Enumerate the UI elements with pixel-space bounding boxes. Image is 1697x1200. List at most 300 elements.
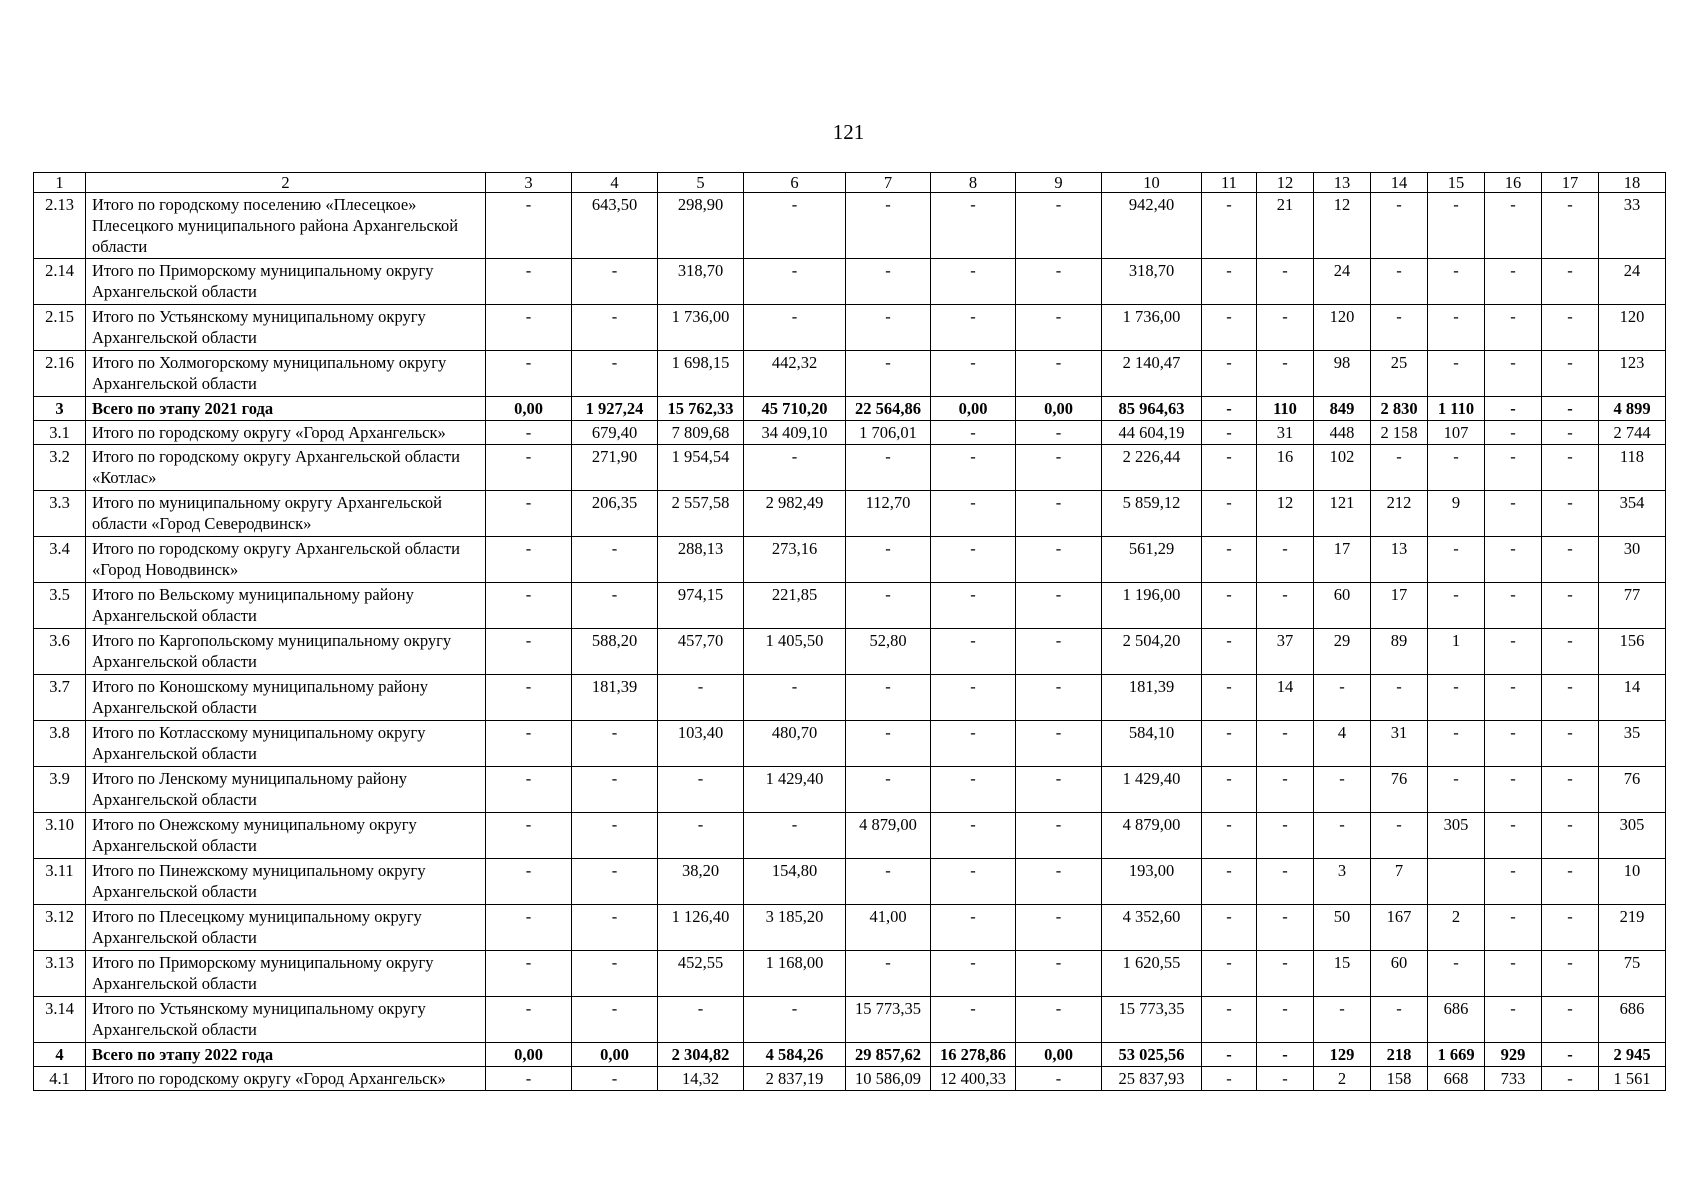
row-number-cell: 2.16 (34, 351, 86, 397)
value-cell: - (1485, 721, 1542, 767)
value-cell: - (931, 193, 1016, 259)
value-cell: - (1485, 491, 1542, 537)
value-cell: - (1257, 859, 1314, 905)
value-cell: - (1016, 721, 1102, 767)
value-cell: - (1016, 905, 1102, 951)
row-name-cell: Итого по Вельскому муниципальному району Архангельской области (86, 583, 486, 629)
row-number-cell: 3.1 (34, 421, 86, 445)
value-cell: - (1202, 537, 1257, 583)
value-cell: - (1016, 193, 1102, 259)
value-cell: - (846, 675, 931, 721)
value-cell: - (1485, 421, 1542, 445)
value-cell: 15 773,35 (1102, 997, 1202, 1043)
value-cell: 10 (1599, 859, 1666, 905)
value-cell: - (1428, 721, 1485, 767)
value-cell: 1 168,00 (744, 951, 846, 997)
value-cell: 12 400,33 (931, 1067, 1016, 1091)
value-cell: - (744, 445, 846, 491)
value-cell: - (486, 193, 572, 259)
value-cell: 5 859,12 (1102, 491, 1202, 537)
value-cell: - (1485, 905, 1542, 951)
value-cell: 120 (1314, 305, 1371, 351)
value-cell: 1 110 (1428, 397, 1485, 421)
row-number-cell: 2.13 (34, 193, 86, 259)
value-cell: 2 304,82 (658, 1043, 744, 1067)
value-cell: - (572, 997, 658, 1043)
value-cell: - (931, 305, 1016, 351)
value-cell: - (1257, 351, 1314, 397)
value-cell: - (1485, 675, 1542, 721)
value-cell: - (658, 767, 744, 813)
value-cell: 1 698,15 (658, 351, 744, 397)
value-cell: 14,32 (658, 1067, 744, 1091)
value-cell: 15 762,33 (658, 397, 744, 421)
value-cell: - (1257, 259, 1314, 305)
value-cell: 181,39 (1102, 675, 1202, 721)
value-cell: 929 (1485, 1043, 1542, 1067)
value-cell: - (931, 421, 1016, 445)
row-name-cell: Итого по Ленскому муниципальному району Архангельской области (86, 767, 486, 813)
value-cell: 849 (1314, 397, 1371, 421)
row-number-cell: 3.9 (34, 767, 86, 813)
value-cell: 4 899 (1599, 397, 1666, 421)
row-number-cell: 3.2 (34, 445, 86, 491)
data-table (33, 172, 1666, 1091)
value-cell: 24 (1599, 259, 1666, 305)
row-number-cell: 3.4 (34, 537, 86, 583)
value-cell: 103,40 (658, 721, 744, 767)
row-name-cell: Итого по Устьянскому муниципальному округу Архангельской области (86, 305, 486, 351)
value-cell: - (1371, 445, 1428, 491)
value-cell: 16 278,86 (931, 1043, 1016, 1067)
value-cell: 129 (1314, 1043, 1371, 1067)
column-header: 18 (1599, 173, 1666, 193)
table-row (34, 259, 1666, 305)
value-cell: - (1202, 259, 1257, 305)
value-cell: - (1016, 767, 1102, 813)
value-cell: 2 945 (1599, 1043, 1666, 1067)
value-cell: 298,90 (658, 193, 744, 259)
value-cell: - (1314, 675, 1371, 721)
table-row (34, 905, 1666, 951)
value-cell: 686 (1599, 997, 1666, 1043)
value-cell: - (1202, 351, 1257, 397)
value-cell: 41,00 (846, 905, 931, 951)
value-cell: - (1428, 305, 1485, 351)
value-cell: 219 (1599, 905, 1666, 951)
value-cell: - (1202, 305, 1257, 351)
value-cell: - (1257, 583, 1314, 629)
value-cell: 206,35 (572, 491, 658, 537)
row-number-cell: 2.14 (34, 259, 86, 305)
value-cell: - (1371, 259, 1428, 305)
value-cell: - (1485, 193, 1542, 259)
value-cell: - (572, 583, 658, 629)
value-cell: - (1542, 629, 1599, 675)
value-cell: - (486, 351, 572, 397)
value-cell: - (846, 859, 931, 905)
value-cell: - (1428, 767, 1485, 813)
value-cell: - (572, 951, 658, 997)
value-cell: - (486, 491, 572, 537)
value-cell: - (931, 951, 1016, 997)
value-cell: - (1202, 445, 1257, 491)
value-cell: - (486, 1067, 572, 1091)
value-cell: - (1257, 1043, 1314, 1067)
value-cell: - (1202, 997, 1257, 1043)
value-cell: 89 (1371, 629, 1428, 675)
value-cell: - (1428, 537, 1485, 583)
value-cell: - (1016, 675, 1102, 721)
value-cell: 181,39 (572, 675, 658, 721)
value-cell: - (1542, 997, 1599, 1043)
value-cell: 218 (1371, 1043, 1428, 1067)
value-cell: - (1314, 813, 1371, 859)
value-cell: 53 025,56 (1102, 1043, 1202, 1067)
value-cell: 588,20 (572, 629, 658, 675)
value-cell: 76 (1599, 767, 1666, 813)
value-cell: - (1485, 537, 1542, 583)
value-cell: 442,32 (744, 351, 846, 397)
table-row (34, 813, 1666, 859)
column-header: 10 (1102, 173, 1202, 193)
value-cell: 212 (1371, 491, 1428, 537)
column-header: 4 (572, 173, 658, 193)
table-row (34, 767, 1666, 813)
value-cell: - (931, 813, 1016, 859)
value-cell: 2 557,58 (658, 491, 744, 537)
value-cell: - (846, 951, 931, 997)
value-cell: - (1542, 813, 1599, 859)
value-cell: - (1016, 997, 1102, 1043)
value-cell: 480,70 (744, 721, 846, 767)
value-cell: - (1428, 193, 1485, 259)
column-header: 15 (1428, 173, 1485, 193)
value-cell: - (1016, 305, 1102, 351)
table-row (34, 537, 1666, 583)
value-cell: 1 126,40 (658, 905, 744, 951)
value-cell: 156 (1599, 629, 1666, 675)
row-name-cell: Итого по городскому округу «Город Архангельск» (86, 421, 486, 445)
value-cell: - (1314, 997, 1371, 1043)
value-cell: - (1542, 397, 1599, 421)
value-cell: - (486, 421, 572, 445)
value-cell: 102 (1314, 445, 1371, 491)
row-number-cell: 4.1 (34, 1067, 86, 1091)
value-cell: - (658, 813, 744, 859)
value-cell: - (572, 767, 658, 813)
column-header: 6 (744, 173, 846, 193)
value-cell: 4 352,60 (1102, 905, 1202, 951)
value-cell: - (1428, 583, 1485, 629)
value-cell: 942,40 (1102, 193, 1202, 259)
value-cell: - (1257, 767, 1314, 813)
value-cell: 1 405,50 (744, 629, 846, 675)
column-header: 8 (931, 173, 1016, 193)
value-cell: - (1202, 905, 1257, 951)
value-cell: - (486, 537, 572, 583)
value-cell: - (846, 193, 931, 259)
value-cell: - (1016, 1067, 1102, 1091)
value-cell: - (1202, 767, 1257, 813)
value-cell: - (1542, 445, 1599, 491)
value-cell: - (1485, 767, 1542, 813)
table-row (34, 675, 1666, 721)
row-name-cell: Итого по городскому поселению «Плесецкое» Плесецкого муниципального района Архангельской области (86, 193, 486, 259)
value-cell: - (1257, 305, 1314, 351)
value-cell: 31 (1371, 721, 1428, 767)
column-header: 1 (34, 173, 86, 193)
table-row (34, 445, 1666, 491)
value-cell: - (1202, 421, 1257, 445)
row-name-cell: Итого по Котласскому муниципальному округу Архангельской области (86, 721, 486, 767)
table-row (34, 193, 1666, 259)
value-cell: - (1202, 583, 1257, 629)
row-number-cell: 2.15 (34, 305, 86, 351)
value-cell: 221,85 (744, 583, 846, 629)
value-cell: 12 (1257, 491, 1314, 537)
table-row (34, 421, 1666, 445)
table-body (34, 193, 1666, 1091)
value-cell: 0,00 (572, 1043, 658, 1067)
value-cell: - (1257, 537, 1314, 583)
value-cell: 1 736,00 (1102, 305, 1202, 351)
table-row (34, 951, 1666, 997)
value-cell: 668 (1428, 1067, 1485, 1091)
row-name-cell: Всего по этапу 2022 года (86, 1043, 486, 1067)
value-cell: 123 (1599, 351, 1666, 397)
value-cell: - (744, 193, 846, 259)
column-header: 14 (1371, 173, 1428, 193)
column-header: 11 (1202, 173, 1257, 193)
row-name-cell: Итого по Каргопольскому муниципальному округу Архангельской области (86, 629, 486, 675)
value-cell: 643,50 (572, 193, 658, 259)
value-cell: 85 964,63 (1102, 397, 1202, 421)
row-number-cell: 3.5 (34, 583, 86, 629)
value-cell: 17 (1314, 537, 1371, 583)
value-cell: 0,00 (1016, 397, 1102, 421)
column-header: 2 (86, 173, 486, 193)
value-cell: 22 564,86 (846, 397, 931, 421)
value-cell: 2 504,20 (1102, 629, 1202, 675)
row-number-cell: 3.13 (34, 951, 86, 997)
value-cell: - (486, 905, 572, 951)
value-cell: - (1257, 951, 1314, 997)
value-cell: - (1202, 491, 1257, 537)
column-header: 7 (846, 173, 931, 193)
value-cell: 305 (1599, 813, 1666, 859)
value-cell: - (1485, 397, 1542, 421)
value-cell: - (1257, 721, 1314, 767)
value-cell: - (1371, 813, 1428, 859)
value-cell: - (1016, 537, 1102, 583)
value-cell: 154,80 (744, 859, 846, 905)
row-name-cell: Итого по Приморскому муниципальному округу Архангельской области (86, 951, 486, 997)
value-cell: 7 (1371, 859, 1428, 905)
value-cell: - (1428, 259, 1485, 305)
header-row (34, 173, 1666, 193)
value-cell: - (1485, 813, 1542, 859)
row-number-cell: 4 (34, 1043, 86, 1067)
value-cell: 561,29 (1102, 537, 1202, 583)
value-cell: - (1542, 1043, 1599, 1067)
row-name-cell: Итого по городскому округу Архангельской области «Котлас» (86, 445, 486, 491)
value-cell: - (1371, 675, 1428, 721)
value-cell: - (1016, 421, 1102, 445)
value-cell: 2 837,19 (744, 1067, 846, 1091)
value-cell: - (486, 445, 572, 491)
row-name-cell: Итого по городскому округу Архангельской области «Город Новодвинск» (86, 537, 486, 583)
value-cell: - (1371, 305, 1428, 351)
value-cell: 15 773,35 (846, 997, 931, 1043)
value-cell: - (1428, 675, 1485, 721)
column-header: 5 (658, 173, 744, 193)
value-cell: 25 837,93 (1102, 1067, 1202, 1091)
row-name-cell: Итого по Онежскому муниципальному округу Архангельской области (86, 813, 486, 859)
value-cell: 4 (1314, 721, 1371, 767)
value-cell: 16 (1257, 445, 1314, 491)
value-cell: 3 (1314, 859, 1371, 905)
value-cell: 271,90 (572, 445, 658, 491)
value-cell: 60 (1314, 583, 1371, 629)
value-cell: 457,70 (658, 629, 744, 675)
value-cell: 158 (1371, 1067, 1428, 1091)
value-cell: 60 (1371, 951, 1428, 997)
value-cell: 2 744 (1599, 421, 1666, 445)
row-number-cell: 3.3 (34, 491, 86, 537)
value-cell: 9 (1428, 491, 1485, 537)
value-cell: 120 (1599, 305, 1666, 351)
row-number-cell: 3.14 (34, 997, 86, 1043)
table-row (34, 629, 1666, 675)
value-cell: 1 196,00 (1102, 583, 1202, 629)
value-cell: 0,00 (1016, 1043, 1102, 1067)
value-cell: 1 (1428, 629, 1485, 675)
value-cell: - (1542, 859, 1599, 905)
value-cell: - (486, 721, 572, 767)
row-name-cell: Итого по Плесецкому муниципальному округу Архангельской области (86, 905, 486, 951)
value-cell: - (1542, 305, 1599, 351)
value-cell: - (1257, 905, 1314, 951)
row-number-cell: 3.10 (34, 813, 86, 859)
value-cell: 2 (1314, 1067, 1371, 1091)
value-cell: - (1542, 675, 1599, 721)
value-cell: 7 809,68 (658, 421, 744, 445)
value-cell: - (1202, 193, 1257, 259)
value-cell: - (572, 351, 658, 397)
value-cell: - (1542, 421, 1599, 445)
value-cell: - (846, 721, 931, 767)
value-cell: 4 584,26 (744, 1043, 846, 1067)
value-cell: 121 (1314, 491, 1371, 537)
value-cell: - (1485, 445, 1542, 491)
value-cell: - (1016, 259, 1102, 305)
value-cell: - (1016, 491, 1102, 537)
value-cell: - (846, 583, 931, 629)
column-header: 16 (1485, 173, 1542, 193)
value-cell: - (1371, 997, 1428, 1043)
value-cell: - (1202, 951, 1257, 997)
value-cell: - (744, 997, 846, 1043)
value-cell: - (1542, 193, 1599, 259)
value-cell: - (572, 537, 658, 583)
table-row (34, 859, 1666, 905)
value-cell: 50 (1314, 905, 1371, 951)
row-name-cell: Всего по этапу 2021 года (86, 397, 486, 421)
value-cell: 118 (1599, 445, 1666, 491)
column-header: 17 (1542, 173, 1599, 193)
value-cell: - (1202, 721, 1257, 767)
value-cell: - (1485, 259, 1542, 305)
value-cell: - (1202, 629, 1257, 675)
value-cell: - (931, 491, 1016, 537)
value-cell: 31 (1257, 421, 1314, 445)
value-cell: 0,00 (486, 397, 572, 421)
value-cell: - (1485, 305, 1542, 351)
value-cell: 14 (1599, 675, 1666, 721)
value-cell: 318,70 (658, 259, 744, 305)
value-cell: - (1542, 767, 1599, 813)
row-name-cell: Итого по Устьянскому муниципальному округу Архангельской области (86, 997, 486, 1043)
value-cell: - (1202, 397, 1257, 421)
column-header: 9 (1016, 173, 1102, 193)
value-cell: - (846, 767, 931, 813)
value-cell: - (846, 305, 931, 351)
value-cell: - (572, 813, 658, 859)
value-cell: - (572, 305, 658, 351)
value-cell: 3 185,20 (744, 905, 846, 951)
row-name-cell: Итого по городскому округу «Город Архангельск» (86, 1067, 486, 1091)
value-cell: 1 669 (1428, 1043, 1485, 1067)
table-row (34, 997, 1666, 1043)
value-cell: 1 736,00 (658, 305, 744, 351)
value-cell: 452,55 (658, 951, 744, 997)
row-name-cell: Итого по Холмогорскому муниципальному округу Архангельской области (86, 351, 486, 397)
value-cell: 44 604,19 (1102, 421, 1202, 445)
value-cell: - (931, 445, 1016, 491)
value-cell: - (1542, 537, 1599, 583)
row-number-cell: 3.12 (34, 905, 86, 951)
value-cell: - (1016, 351, 1102, 397)
value-cell: - (931, 259, 1016, 305)
value-cell: 448 (1314, 421, 1371, 445)
table-row (34, 583, 1666, 629)
value-cell: - (1016, 629, 1102, 675)
value-cell: 0,00 (931, 397, 1016, 421)
value-cell: 974,15 (658, 583, 744, 629)
value-cell: - (486, 259, 572, 305)
row-number-cell: 3.7 (34, 675, 86, 721)
value-cell: - (846, 537, 931, 583)
value-cell: - (1428, 951, 1485, 997)
value-cell: - (931, 997, 1016, 1043)
value-cell: 21 (1257, 193, 1314, 259)
value-cell: - (846, 351, 931, 397)
value-cell: - (1542, 583, 1599, 629)
value-cell: - (1371, 193, 1428, 259)
row-number-cell: 3.6 (34, 629, 86, 675)
value-cell: - (1202, 813, 1257, 859)
value-cell: 4 879,00 (846, 813, 931, 859)
value-cell: - (1202, 859, 1257, 905)
column-header: 13 (1314, 173, 1371, 193)
value-cell: 1 429,40 (744, 767, 846, 813)
value-cell: - (1428, 351, 1485, 397)
value-cell: - (1202, 1043, 1257, 1067)
value-cell: - (486, 305, 572, 351)
value-cell: - (931, 905, 1016, 951)
table-row (34, 1067, 1666, 1091)
